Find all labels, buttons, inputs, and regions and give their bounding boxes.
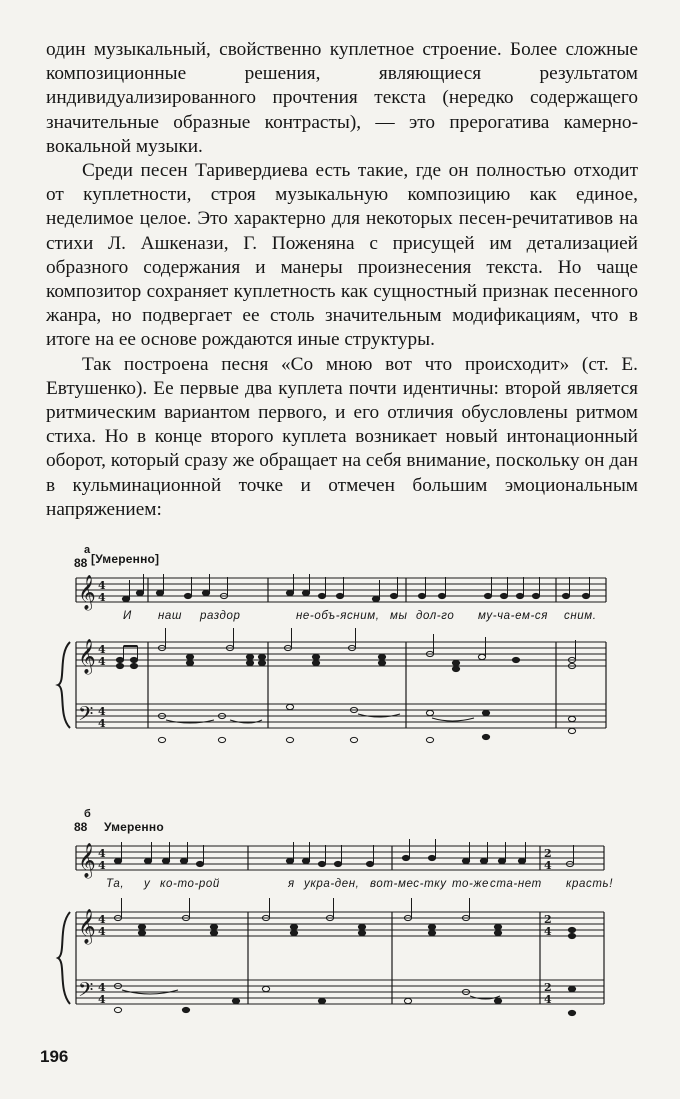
piano-brace	[58, 912, 70, 1004]
svg-text:4: 4	[98, 913, 106, 926]
piano-treble-staff	[76, 642, 606, 666]
lyric-3: раздор	[200, 610, 241, 622]
piano-brace	[58, 642, 70, 728]
example-letter: б	[84, 808, 91, 820]
lyric-7: му-ча-ем-ся	[478, 610, 548, 622]
treble-clef-icon: 𝄞	[78, 843, 96, 878]
barlines	[76, 578, 606, 728]
lyric-5: мы	[390, 610, 408, 622]
lyric-8: ста-нет	[490, 878, 542, 890]
svg-text:2: 2	[544, 913, 552, 926]
piano-treble-staff	[76, 912, 604, 936]
lyric-9: красть!	[566, 878, 613, 890]
example-letter: а	[84, 544, 91, 556]
score-b	[0, 808, 680, 1028]
svg-text:4: 4	[98, 705, 106, 718]
lyric-3: ко-то-рой	[160, 878, 220, 890]
piano-treble-chords	[116, 628, 575, 672]
svg-text:4: 4	[98, 847, 106, 860]
svg-text:4: 4	[98, 579, 106, 592]
paragraph-1: один музыкальный, свойственно куплетное строение. Более сложные композиционные решения, являющиеся результатом индивидуализированного прочтения текста (нередко содержащего значительные образные контрасты), — это прерогатива камерно-вокальной музыки.	[46, 39, 638, 157]
music-example-b	[0, 808, 680, 1028]
treble-clef-icon: 𝄞	[78, 575, 96, 610]
svg-text:4: 4	[98, 591, 106, 604]
svg-text:4: 4	[544, 925, 552, 938]
score-a	[0, 544, 680, 774]
lyric-4: я	[288, 878, 295, 890]
lyric-6: вот-мес-тку	[370, 878, 447, 890]
svg-text:4: 4	[98, 717, 106, 730]
lyric-1: И	[123, 610, 132, 622]
svg-text:4: 4	[98, 859, 106, 872]
treble-clef-icon: 𝄞	[78, 909, 96, 944]
svg-text:4: 4	[98, 981, 106, 994]
paragraph-3: Так построена песня «Со мною вот что происходит» (ст. Е. Евтушенко). Ее первые два куплета почти идентичны: второй является ритмическим вариантом первого, и его отличия обусловлены ритмом стиха. Но в конце второго куплета возникает новый интонационный оборот, который сразу же обращает на себя внимание, поскольку он дан в кульминационной точке и отмечен большим эмоциональным напряжением:	[46, 353, 638, 520]
paragraph-2: Среди песен Таривердиева есть такие, где он полностью отходит от куплетности, строя музыкальную композицию как единое, неделимое целое. Это характерно для некоторых песен-речитативов на стихи Л. Ашкенази, Г. Поженяна с присущей им детализацией образного содержания и манеры произнесения текста. Но чаще композитор сохраняет куплетность как сущностный признак песенного жанра, но подвергает ее столь значительным модификациям, что в итоге на ее основе рождаются иные структуры.	[46, 160, 638, 351]
tempo-marking: [Умеренно]	[91, 552, 160, 566]
main-text	[46, 38, 638, 522]
svg-text:4: 4	[544, 993, 552, 1006]
piano-bass-notes	[114, 983, 575, 1015]
lyric-1: Та,	[106, 878, 125, 890]
lyric-5: укра-ден,	[304, 878, 360, 890]
svg-text:4: 4	[98, 925, 106, 938]
svg-text:2: 2	[544, 981, 552, 994]
lyric-8: сним.	[564, 610, 597, 622]
music-example-a	[0, 544, 680, 774]
page-number: 196	[40, 1047, 69, 1066]
lyric-2: наш	[158, 610, 183, 622]
bass-clef-icon: 𝄢	[78, 978, 94, 1006]
lyric-7: то-же	[452, 878, 489, 890]
lyric-6: дол-го	[416, 610, 455, 622]
lyric-4: не-объ-ясним,	[296, 610, 380, 622]
svg-text:4: 4	[98, 993, 106, 1006]
bass-clef-icon: 𝄢	[78, 702, 94, 730]
example-number: 88	[74, 556, 88, 570]
piano-bass-staff	[76, 704, 606, 728]
svg-text:2: 2	[544, 847, 552, 860]
svg-text:4: 4	[98, 655, 106, 668]
svg-text:4: 4	[544, 859, 552, 872]
voice-notes	[114, 839, 573, 867]
tempo-marking: Умеренно	[104, 820, 164, 834]
svg-text:4: 4	[98, 643, 106, 656]
treble-clef-icon: 𝄞	[78, 639, 96, 674]
example-number: 88	[74, 820, 88, 834]
piano-bass-staff	[76, 980, 604, 1004]
lyric-2: у	[144, 878, 151, 890]
